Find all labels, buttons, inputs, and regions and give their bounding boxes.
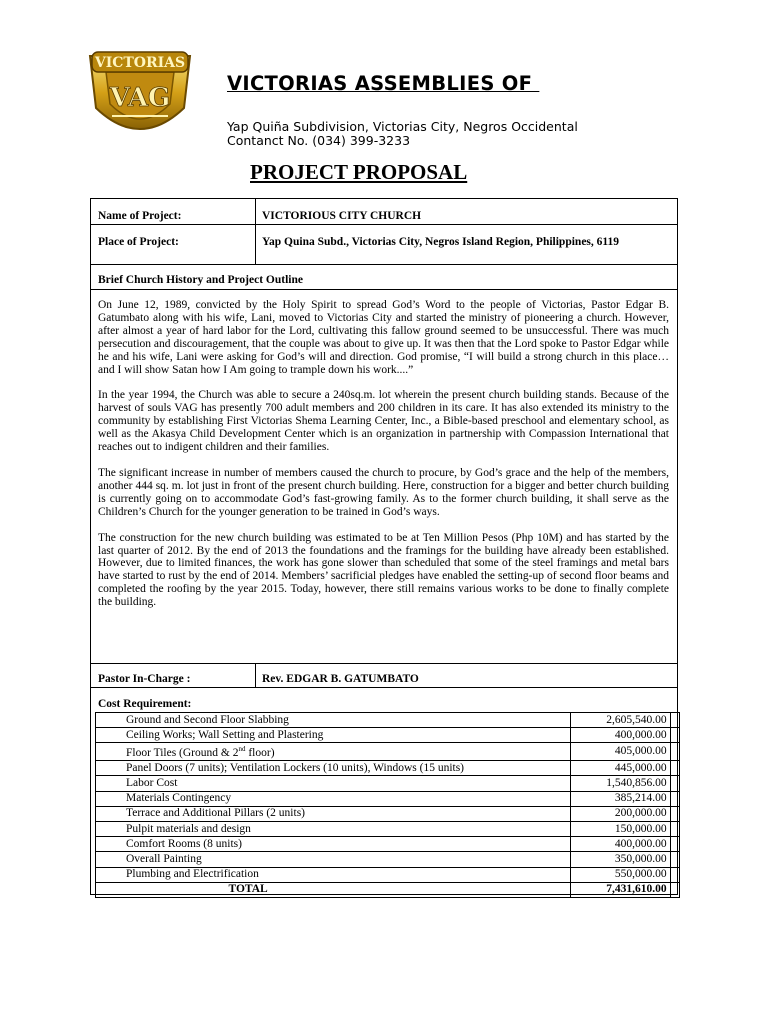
total-label: TOTAL: [96, 882, 571, 897]
proposal-form: [90, 198, 678, 895]
cost-item: Overall Painting: [96, 852, 571, 867]
cost-item: Panel Doors (7 units); Ventilation Lockers (10 units), Windows (15 units): [96, 761, 571, 776]
table-row: [96, 821, 680, 836]
svg-text:VAG: VAG: [109, 83, 171, 113]
cost-amount: 400,000.00: [571, 837, 670, 852]
cost-item: Terrace and Additional Pillars (2 units): [96, 806, 571, 821]
cost-item: Labor Cost: [96, 776, 571, 791]
cost-amount: 400,000.00: [571, 728, 670, 743]
pastor-label: Pastor In-Charge :: [98, 673, 191, 685]
cost-item: Materials Contingency: [96, 791, 571, 806]
table-row: [96, 776, 680, 791]
cost-amount: 1,540,856.00: [571, 776, 670, 791]
table-row: [96, 791, 680, 806]
cost-amount: 550,000.00: [571, 867, 670, 882]
church-logo: [72, 38, 208, 150]
cost-amount: 445,000.00: [571, 761, 670, 776]
cost-requirement-label: Cost Requirement:: [98, 698, 192, 710]
table-row: [96, 743, 680, 761]
cost-item: Pulpit materials and design: [96, 821, 571, 836]
cost-item: Plumbing and Electrification: [96, 867, 571, 882]
pastor-value: Rev. EDGAR B. GATUMBATO: [262, 673, 419, 685]
project-place-label: Place of Project:: [98, 236, 179, 248]
table-row: [96, 728, 680, 743]
cost-item: Ceiling Works; Wall Setting and Plastering: [96, 728, 571, 743]
cost-amount: 150,000.00: [571, 821, 670, 836]
cost-item: Floor Tiles (Ground & 2nd floor): [96, 743, 571, 761]
table-row: [96, 837, 680, 852]
cost-table: [95, 712, 680, 898]
history-paragraph: The significant increase in number of members caused the church to procure, by God’s grace and the help of the members, another 444 sq. m. lot just in front of the present church building. Here, construction for a bigger and better church building is currently going on to accommodate God’s fast-growing family. As to the former church building, it shall serve as the Children’s Church for the younger generation to be trained in God’s ways.: [98, 466, 669, 518]
contact-line: Contanct No. (034) 399-3233: [227, 133, 411, 148]
total-amount: 7,431,610.00: [571, 882, 670, 897]
project-name-row: [91, 199, 677, 225]
cost-item: Comfort Rooms (8 units): [96, 837, 571, 852]
document-title: PROJECT PROPOSAL: [250, 160, 468, 184]
svg-text:VICTORIAS: VICTORIAS: [94, 55, 186, 71]
history-paragraph: In the year 1994, the Church was able to secure a 240sq.m. lot wherein the present church building stands. Because of the harvest of souls VAG has presently 700 adult members and 200 children in its care. It has also extended its ministry to the community by establishing First Victorias Shema Learning Center, Inc., a Bible-based preschool and elementary school, as well as the Akasya Child Development Center which is an organization in partnership with Compassion International that reaches out to indigent children and their families.: [98, 389, 669, 454]
cost-item: Ground and Second Floor Slabbing: [96, 713, 571, 728]
cost-amount: 405,000.00: [571, 743, 670, 761]
cost-amount: 385,214.00: [571, 791, 670, 806]
history-heading-row: [91, 265, 677, 290]
organization-name: VICTORIAS ASSEMBLIES OF: [227, 72, 540, 95]
total-row: [96, 882, 680, 897]
address-line: Yap Quiña Subdivision, Victorias City, Negros Occidental: [227, 119, 578, 134]
history-paragraph: On June 12, 1989, convicted by the Holy Spirit to spread God’s Word to the people of Victorias, Pastor Edgar B. Gatumbato along with his wife, Lani, moved to Victorias City and started the ministry of pioneering a church. However, after almost a year of hard labor for the Lord, cultivating this fallow ground seemed to be unsuccessful. There was much persecution and discouragement, that the couple was about to give up. It was then that the Lord spoke to Pastor Edgar while he and his wife, Lani were asking for God’s will and direction. God promise, “I will build a strong church in this place…and I will show Satan how I Am going to trample down his work....”: [98, 299, 669, 376]
history-text: [98, 299, 669, 622]
table-row: [96, 806, 680, 821]
cost-amount: 200,000.00: [571, 806, 670, 821]
cost-amount: 2,605,540.00: [571, 713, 670, 728]
address-block: [227, 120, 578, 148]
project-name-value: VICTORIOUS CITY CHURCH: [262, 210, 422, 222]
table-row: [96, 867, 680, 882]
table-row: [96, 713, 680, 728]
project-name-label: Name of Project:: [98, 210, 182, 222]
pastor-row: [91, 663, 677, 688]
table-row: [96, 761, 680, 776]
project-place-value: Yap Quina Subd., Victorias City, Negros Island Region, Philippines, 6119: [262, 236, 620, 248]
history-heading: Brief Church History and Project Outline: [98, 274, 303, 286]
project-place-row: [91, 225, 677, 265]
table-row: [96, 852, 680, 867]
history-paragraph: The construction for the new church building was estimated to be at Ten Million Pesos (Php 10M) and has started by the last quarter of 2012. By the end of 2013 the foundations and the framings for the building have already been established. However, due to limited finances, the work has gone slower than scheduled that some of the steel framings and metal bars have started to rust by the end of 2014. Members’ sacrificial pledges have enabled the setting-up of second floor beams and completed the roofing by the year 2015. Today, however, there still remains various works to be done to finally complete the building.: [98, 531, 669, 609]
cost-amount: 350,000.00: [571, 852, 670, 867]
